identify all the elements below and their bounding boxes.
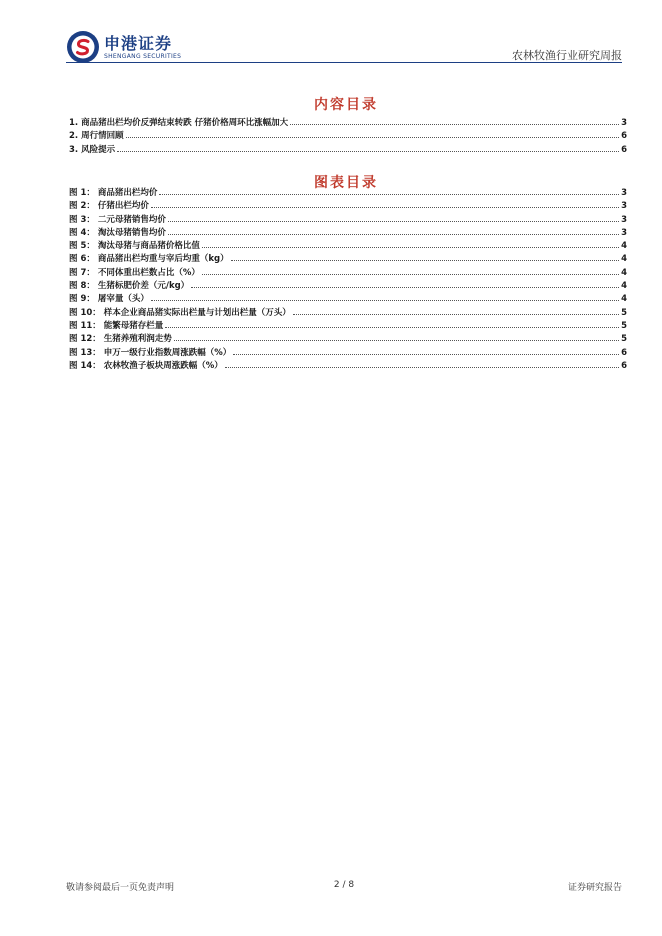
contents-list	[69, 117, 627, 157]
toc-entry-label: 图 11： 能繁母猪存栏量	[69, 320, 164, 331]
toc-entry-page: 4	[621, 267, 627, 278]
toc-entry[interactable]	[69, 214, 627, 227]
toc-dot-leader	[202, 274, 619, 275]
toc-entry-page: 3	[621, 227, 627, 238]
toc-entry[interactable]	[69, 187, 627, 200]
toc-dot-leader	[165, 327, 619, 328]
contents-title: 内容目录	[314, 97, 378, 113]
toc-entry-label: 图 2： 仔猪出栏均价	[69, 201, 149, 212]
toc-dot-leader	[168, 234, 619, 235]
toc-dot-leader	[151, 300, 619, 301]
toc-dot-leader	[151, 207, 619, 208]
toc-entry-label: 图 13： 申万一级行业指数周涨跌幅（%）	[69, 347, 232, 358]
toc-entry[interactable]	[69, 333, 627, 346]
toc-entry[interactable]	[69, 293, 627, 306]
toc-entry-label: 图 10： 样本企业商品猪实际出栏量与计划出栏量（万头）	[69, 307, 291, 318]
toc-dot-leader	[117, 151, 619, 152]
toc-entry[interactable]	[69, 347, 627, 360]
toc-entry[interactable]	[69, 267, 627, 280]
toc-entry-label: 图 7： 不同体重出栏数占比（%）	[69, 267, 200, 278]
toc-entry-page: 5	[621, 334, 627, 345]
toc-entry[interactable]	[69, 240, 627, 253]
toc-entry-page: 4	[621, 241, 627, 252]
toc-entry-label: 图 4： 淘汰母猪销售均价	[69, 227, 166, 238]
toc-dot-leader	[290, 124, 619, 125]
report-type-label: 农林牧渔行业研究周报	[512, 49, 622, 62]
figures-title: 图表目录	[314, 175, 378, 191]
toc-entry-page: 3	[621, 201, 627, 212]
toc-entry-label: 图 8： 生猪标肥价差（元/kg）	[69, 281, 190, 292]
toc-entry[interactable]	[69, 360, 627, 373]
toc-entry-page: 6	[621, 360, 627, 371]
header-divider	[66, 62, 622, 63]
toc-entry[interactable]	[69, 117, 627, 130]
toc-entry[interactable]	[69, 307, 627, 320]
logo-mark-icon	[66, 30, 100, 64]
toc-entry-label: 图 6： 商品猪出栏均重与宰后均重（kg）	[69, 254, 229, 265]
toc-entry-page: 6	[621, 131, 627, 142]
toc-entry-label: 2. 周行情回顾	[69, 131, 124, 142]
toc-dot-leader	[225, 367, 619, 368]
toc-entry-label: 图 5： 淘汰母猪与商品猪价格比值	[69, 241, 200, 252]
toc-entry-page: 3	[621, 188, 627, 198]
toc-dot-leader	[293, 314, 619, 315]
toc-entry-page: 5	[621, 320, 627, 331]
toc-entry-page: 6	[621, 144, 627, 155]
footer-disclaimer: 敬请参阅最后一页免责声明	[66, 883, 175, 893]
toc-entry[interactable]	[69, 144, 627, 157]
toc-dot-leader	[174, 340, 619, 341]
toc-entry-page: 4	[621, 294, 627, 305]
toc-entry-label: 图 9： 屠宰量（头）	[69, 294, 149, 305]
toc-entry[interactable]	[69, 200, 627, 213]
figures-list	[69, 187, 627, 373]
toc-entry[interactable]	[69, 320, 627, 333]
logo-english-name: SHENGANG SECURITIES	[104, 53, 182, 60]
toc-entry[interactable]	[69, 280, 627, 293]
toc-entry-label: 图 12： 生猪养殖利润走势	[69, 334, 172, 345]
toc-dot-leader	[159, 194, 619, 195]
toc-entry-page: 3	[621, 214, 627, 225]
toc-entry-label: 图 3： 二元母猪销售均价	[69, 214, 166, 225]
toc-entry-label: 1. 商品猪出栏均价反弹结束转跌 仔猪价格周环比涨幅加大	[69, 118, 289, 128]
toc-entry-page: 5	[621, 307, 627, 318]
toc-entry-label: 3. 风险提示	[69, 144, 116, 155]
company-logo	[66, 30, 186, 64]
toc-dot-leader	[202, 247, 619, 248]
toc-entry-label: 图 1： 商品猪出栏均价	[69, 188, 158, 198]
toc-dot-leader	[168, 221, 619, 222]
toc-dot-leader	[233, 354, 619, 355]
toc-dot-leader	[231, 260, 620, 261]
page-header	[0, 0, 662, 64]
toc-entry[interactable]	[69, 130, 627, 143]
toc-dot-leader	[191, 287, 619, 288]
logo-chinese-name: 申港证券	[104, 34, 173, 53]
toc-entry[interactable]	[69, 227, 627, 240]
toc-entry-page: 4	[621, 254, 627, 265]
page-footer	[66, 880, 622, 894]
toc-entry-label: 图 14： 农林牧渔子板块周涨跌幅（%）	[69, 360, 223, 371]
toc-entry-page: 3	[621, 118, 627, 128]
toc-entry-page: 6	[621, 347, 627, 358]
footer-page-number: 2 / 8	[333, 880, 355, 890]
toc-dot-leader	[126, 137, 619, 138]
toc-entry-page: 4	[621, 281, 627, 292]
footer-doc-type: 证券研究报告	[567, 883, 622, 893]
toc-entry[interactable]	[69, 253, 627, 266]
